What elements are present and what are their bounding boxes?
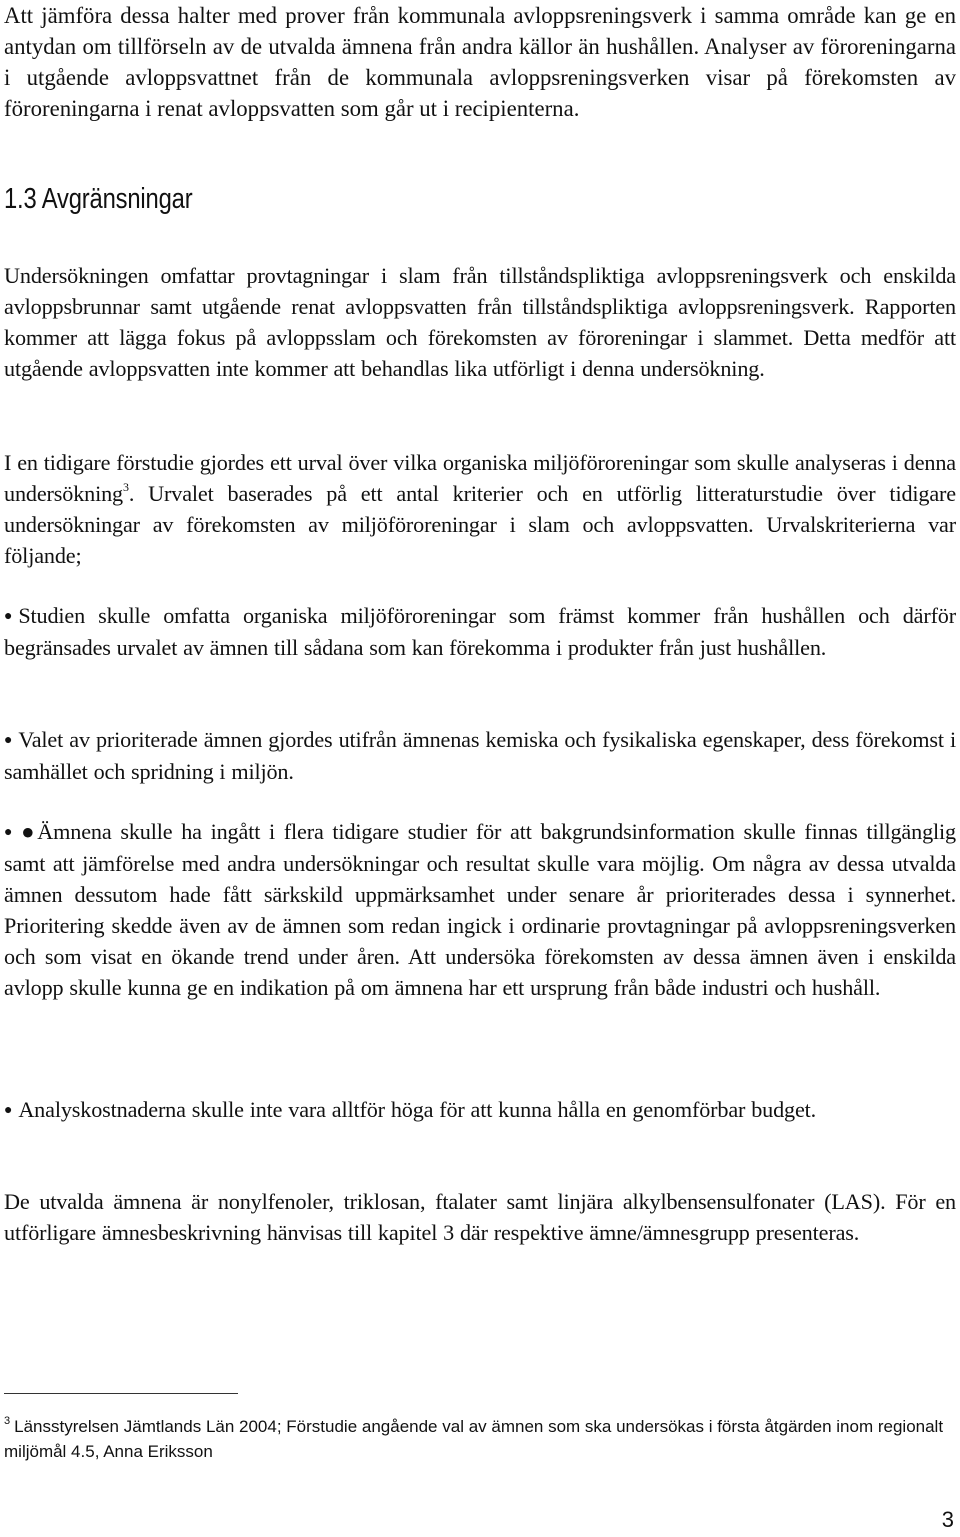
footnote-marker: 3 xyxy=(4,1415,11,1427)
footnote xyxy=(4,1414,954,1464)
section-title: Avgränsningar xyxy=(41,183,193,215)
bullet-icon: ● xyxy=(4,825,13,840)
selection-paragraph xyxy=(4,447,956,571)
scope-paragraph: Undersökningen omfattar provtagningar i slam från tillståndspliktiga avloppsreningsverk och enskilda avloppsbrunnar samt utgående renat avloppsvatten från tillståndspliktiga avloppsreningsverk. Rapporten kommer att lägga fokus på avloppsslam och förekomsten av föroreningar i slammet. Detta medför att utgående avloppsvatten inte kommer att behandlas lika utförligt i denna undersökning. xyxy=(4,263,956,381)
conclusion-paragraph: De utvalda ämnena är nonylfenoler, triklosan, ftalater samt linjära alkylbensensulfonater (LAS). För en utförligare ämnesbeskrivning hänvisas till kapitel 3 där respektive ämne/ämnesgrupp presenteras. xyxy=(4,1189,956,1245)
list-item xyxy=(4,816,956,1003)
section-number: 1.3 xyxy=(4,183,37,215)
list-item-text: Analyskostnaderna skulle inte vara alltför höga för att kunna hålla en genomförbar budget. xyxy=(18,1097,817,1122)
list-item-text: Studien skulle omfatta organiska miljöföroreningar som främst kommer från hushållen och därför begränsades urvalet av ämnen till sådana som kan förekomma i produkter från just hushållen. xyxy=(4,603,956,660)
bullet-icon: ● xyxy=(4,1103,13,1118)
footnote-text: Länsstyrelsen Jämtlands Län 2004; Förstudie angående val av ämnen som ska undersökas i första åtgärden inom regionalt miljömål 4.5, Anna Eriksson xyxy=(4,1417,944,1461)
footnote-divider xyxy=(4,1393,238,1394)
section-heading xyxy=(4,180,192,218)
list-item-text: Valet av prioriterade ämnen gjordes utifrån ämnenas kemiska och fysikaliska egenskaper, dess förekomst i samhället och spridning i miljön. xyxy=(4,727,956,784)
list-item-text: ●Ämnena skulle ha ingått i flera tidigare studier för att bakgrundsinformation skulle finnas tillgänglig samt att jämförelse med andra undersökningar och resultat skulle vara möjlig. Om några av dessa utvalda ämnen dessutom hade fått särkskild uppmärksamhet under senare år prioriterades dessa i synnerhet. Prioritering skedde även av de ämnen som redan ingick i ordinarie provtagningar på avloppsreningsverken och som visat en ökande trend under åren. Att undersöka förekomsten av dessa ämnen även i enskilda avlopp skulle kunna ge en indikation på om ämnena har ett ursprung från både industri och hushåll. xyxy=(4,819,956,1000)
footnote-reference: 3 xyxy=(123,480,129,494)
list-item xyxy=(4,724,956,787)
list-item xyxy=(4,600,956,663)
list-item xyxy=(4,1094,956,1126)
selection-text-end: . Urvalet baserades på ett antal kriterier och en utförlig litteraturstudie över tidigare undersökningar av förekomsten av miljöföroreningar i slam och avloppsvatten. Urvalskriterierna var följande; xyxy=(4,481,956,568)
bullet-icon: ● xyxy=(4,609,13,624)
bullet-icon: ● xyxy=(4,733,13,748)
selection-text-start: I en tidigare förstudie gjordes ett urval över vilka organiska miljöföroreningar som skulle analyseras i denna undersökning xyxy=(4,450,956,506)
intro-paragraph: Att jämföra dessa halter med prover från kommunala avloppsreningsverk i samma område kan ge en antydan om tillförseln av de utvalda ämnena från andra källor än hushållen. Analyser av föroreningarna i utgående avloppsvattnet från de kommunala avloppsreningsverken visar på förekomsten av föroreningarna i renat avloppsvatten som går ut i recipienterna. xyxy=(4,3,956,121)
page-number: 3 xyxy=(941,1507,954,1532)
